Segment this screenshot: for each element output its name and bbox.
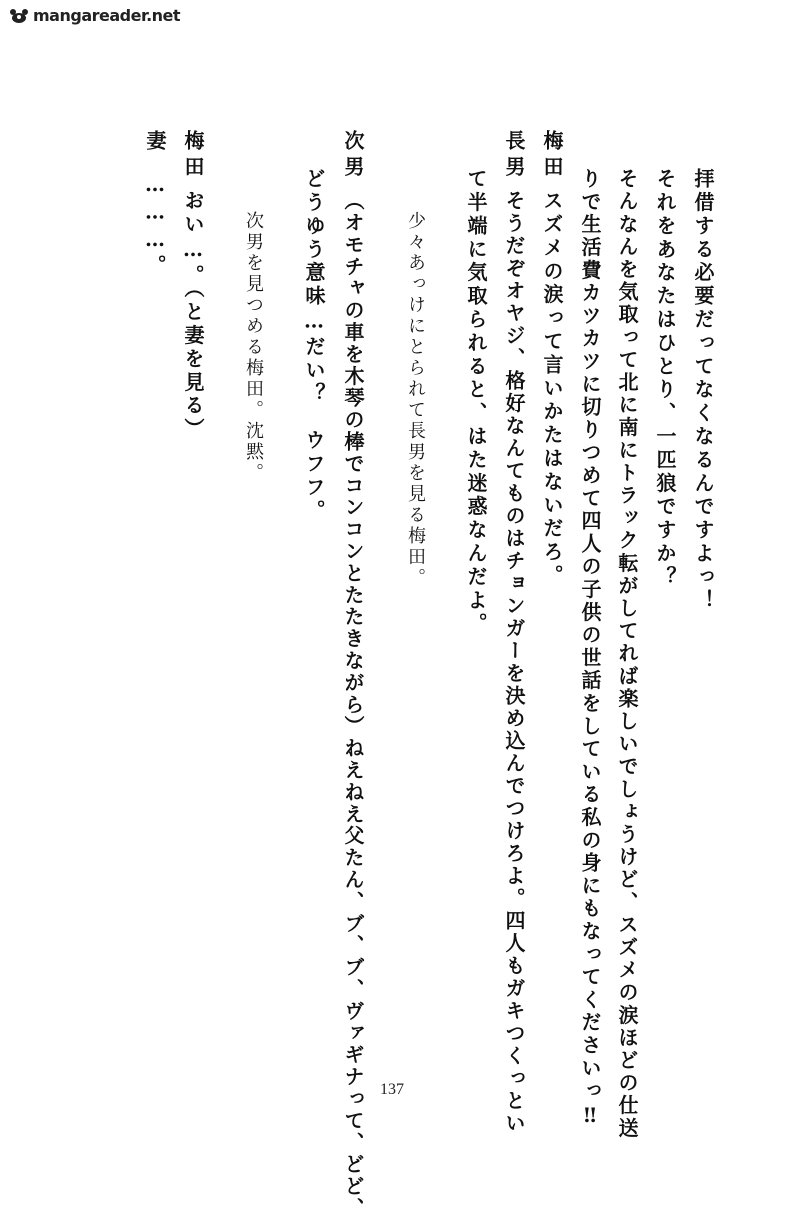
speaker-label-wife: 妻	[143, 130, 167, 156]
line-text: ………。	[143, 172, 167, 278]
line-text: それをあなたはひとり、一匹狼ですか？	[653, 168, 677, 590]
text-column-7	[466, 168, 486, 636]
text-column-2	[655, 168, 675, 589]
watermark-text: mangareader.net	[33, 6, 181, 25]
text-column-13	[145, 172, 165, 278]
line-text: 拝借する必要だってなくなるんですよっ！	[691, 168, 715, 613]
line-text: スズメの涙って言いかたはないだろ。	[540, 190, 564, 588]
text-column-12	[183, 190, 203, 441]
line-text: りで生活費カツカツに切りつめて四人の子供の世話をしている私の身にもなってくださいっ‼	[578, 168, 602, 1130]
speaker-label-eldest-son: 長男	[502, 130, 526, 182]
line-text: 少々あっけにとられて長男を見る梅田。	[405, 211, 426, 589]
stage-direction-2	[244, 211, 262, 484]
watermark	[8, 6, 180, 25]
line-text: どうゆう意味…だい？ ウフフ。	[302, 168, 326, 523]
text-column-9	[343, 190, 363, 1219]
line-text: おい…。（と妻を見る）	[181, 190, 205, 442]
line-text: そんなんを気取って北に南にトラック転がしてれば楽しいでしょうけど、スズメの涙ほどの仕送	[615, 168, 639, 1140]
text-column-6	[504, 190, 524, 1135]
text-column-1	[693, 168, 713, 613]
text-column-4	[580, 168, 600, 1130]
line-text: て半端に気取られると、はた迷惑なんだよ。	[464, 168, 488, 636]
page-number: 137	[380, 1081, 404, 1098]
speaker-label-second-son: 次男	[341, 130, 365, 182]
line-text: そうだぞオヤジ、格好なんてものはチョンガーを決め込んでつけろよ。四人もガキつくっとい	[502, 190, 526, 1135]
text-column-3	[617, 168, 637, 1140]
speaker-label-umeda-1: 梅田	[540, 130, 564, 182]
text-column-10	[304, 168, 324, 523]
line-text: 次男を見つめる梅田。沈黙。	[243, 211, 264, 484]
manga-reader-logo-icon	[8, 7, 30, 25]
speaker-label-umeda-2: 梅田	[181, 130, 205, 182]
stage-direction-1	[406, 211, 424, 589]
line-text: （オモチャの車を木琴の棒でコンコンとたたきながら）ねえねえ父たん、ブ、ブ、ヴァギナって、どど、	[341, 190, 365, 1219]
text-column-5	[542, 190, 562, 588]
